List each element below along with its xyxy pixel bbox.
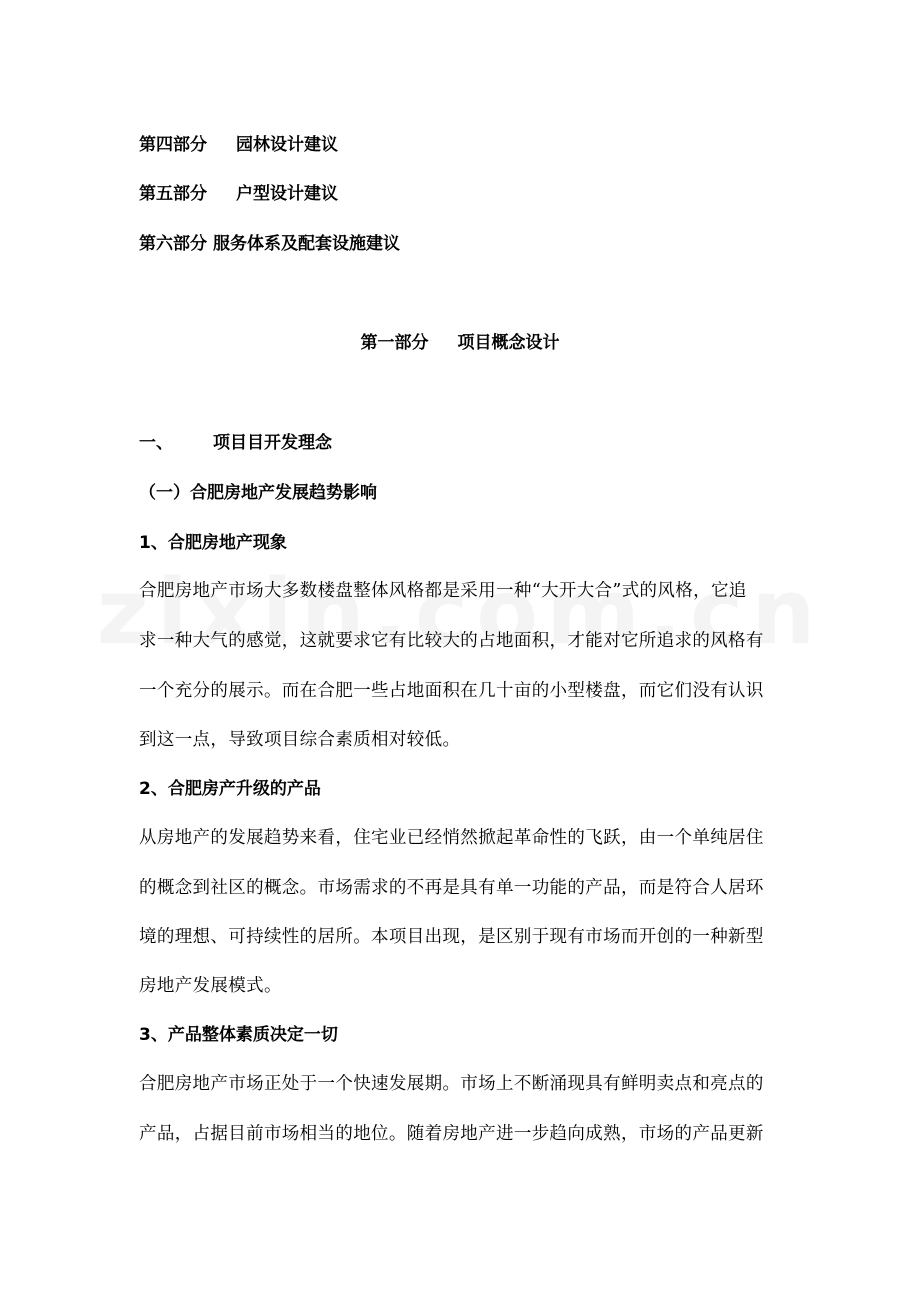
paragraph-line: 合肥房地产市场正处于一个快速发展期。市场上不断涌现具有鲜明卖点和亮点的	[139, 1074, 764, 1094]
toc-title: 园林设计建议	[236, 135, 338, 155]
item-heading-1: 1、合肥房地产现象	[139, 533, 287, 553]
paragraph-line: 一个充分的展示。而在合肥一些占地面积在几十亩的小型楼盘，而它们没有认识	[139, 681, 764, 701]
section-part-label: 第一部分	[360, 333, 429, 353]
item-heading-2: 2、合肥房产升级的产品	[139, 779, 321, 799]
toc-item-5	[139, 183, 338, 205]
paragraph-line: 到这一点，导致项目综合素质相对较低。	[139, 730, 461, 750]
heading-1	[139, 432, 332, 454]
toc-part-label: 第六部分	[139, 234, 207, 254]
toc-item-4	[139, 134, 338, 156]
toc-title: 服务体系及配套设施建议	[213, 234, 400, 254]
paragraph-line: 从房地产的发展趋势来看，住宅业已经悄然掀起革命性的飞跃，由一个单纯居住	[139, 828, 764, 848]
paragraph-line: 境的理想、可持续性的居所。本项目出现，是区别于现有市场而开创的一种新型	[139, 927, 764, 947]
section-title-text: 项目概念设计	[457, 333, 560, 353]
paragraph-line: 房地产发展模式。	[139, 976, 282, 996]
section-title	[0, 332, 920, 354]
paragraph-line: 合肥房地产市场大多数楼盘整体风格都是采用一种“大开大合”式的风格，它追	[139, 581, 747, 601]
toc-title: 户型设计建议	[236, 184, 338, 204]
heading-1-title: 项目目开发理念	[213, 433, 332, 453]
toc-part-label: 第五部分	[139, 184, 207, 204]
paragraph-line: 产品，占据目前市场相当的地位。随着房地产进一步趋向成熟，市场的产品更新	[139, 1124, 764, 1144]
toc-part-label: 第四部分	[139, 135, 207, 155]
toc-item-6	[139, 233, 400, 255]
paragraph-line: 求一种大气的感觉，这就要求它有比较大的占地面积，才能对它所追求的风格有	[139, 631, 764, 651]
heading-1-number: 一、	[139, 433, 173, 453]
paragraph-line: 的概念到社区的概念。市场需求的不再是具有单一功能的产品，而是符合人居环	[139, 878, 764, 898]
subheading: （一）合肥房地产发展趋势影响	[139, 483, 377, 503]
item-heading-3: 3、产品整体素质决定一切	[139, 1025, 338, 1045]
